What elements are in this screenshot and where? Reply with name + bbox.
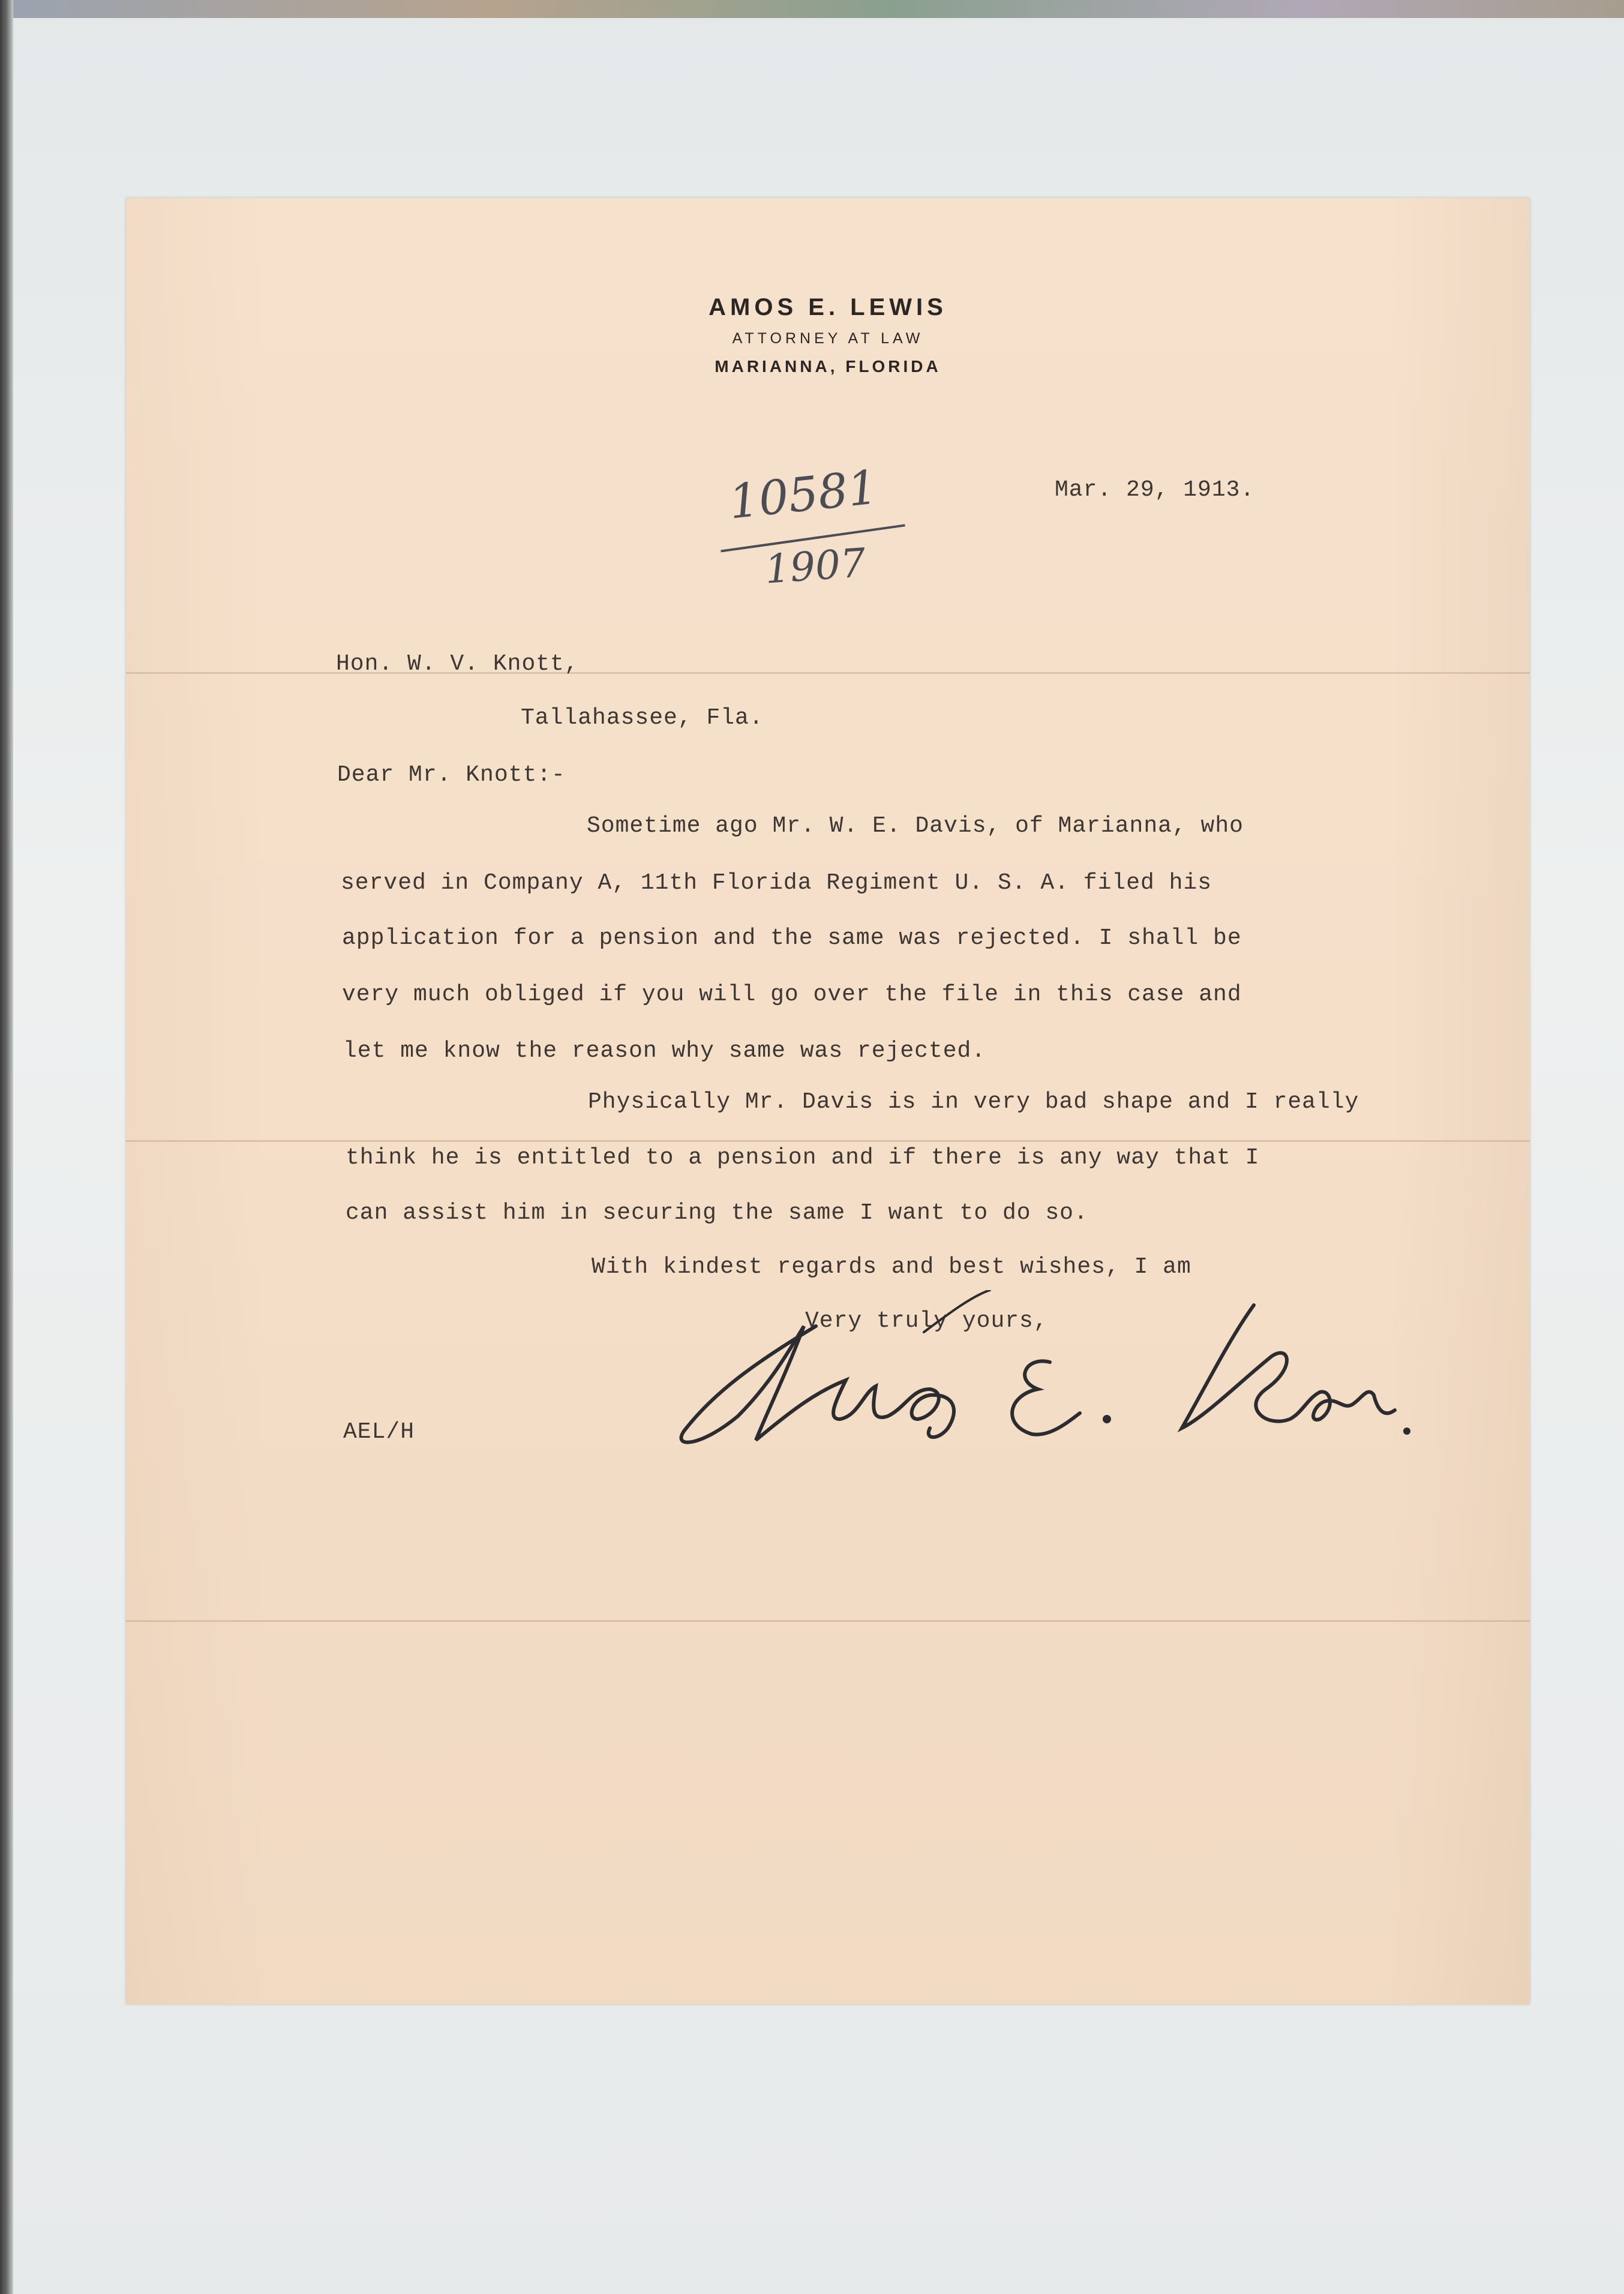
letterhead-city: MARIANNA, FLORIDA	[715, 357, 941, 376]
body-line: With kindest regards and best wishes, I am	[592, 1254, 1191, 1280]
body-line: think he is entitled to a pension and if there is any way that I	[346, 1145, 1260, 1171]
body-line: Sometime ago Mr. W. E. Davis, of Marianna, who	[587, 813, 1244, 839]
letterhead-title: ATTORNEY AT LAW	[732, 330, 924, 347]
signature-image	[666, 1290, 1446, 1470]
body-line: very much obliged if you will go over the file in this case and	[342, 982, 1242, 1007]
scanner-top-edge	[0, 0, 1624, 18]
body-line: can assist him in securing the same I want to do so.	[346, 1200, 1088, 1226]
letterhead-name: AMOS E. LEWIS	[709, 294, 947, 320]
scanner-left-edge	[0, 0, 13, 2294]
file-number-top: 10581	[726, 460, 881, 530]
salutation: Dear Mr. Knott:-	[337, 762, 566, 788]
recipient-city: Tallahassee, Fla.	[521, 705, 764, 731]
letter-date: Mar. 29, 1913.	[1055, 477, 1255, 503]
letter-page	[126, 198, 1530, 2004]
file-number-bottom: 1907	[763, 539, 867, 593]
body-line: served in Company A, 11th Florida Regiment U. S. A. filed his	[341, 870, 1212, 896]
fold-crease	[126, 1140, 1530, 1142]
body-line: let me know the reason why same was rejected.	[343, 1038, 986, 1064]
typist-initials: AEL/H	[343, 1419, 415, 1445]
fold-crease	[126, 1620, 1530, 1622]
closing: Very truly yours,	[805, 1308, 1048, 1334]
body-line: Physically Mr. Davis is in very bad shape and I really	[588, 1089, 1359, 1115]
recipient-name: Hon. W. V. Knott,	[336, 651, 579, 677]
body-line: application for a pension and the same was rejected. I shall be	[342, 925, 1242, 951]
